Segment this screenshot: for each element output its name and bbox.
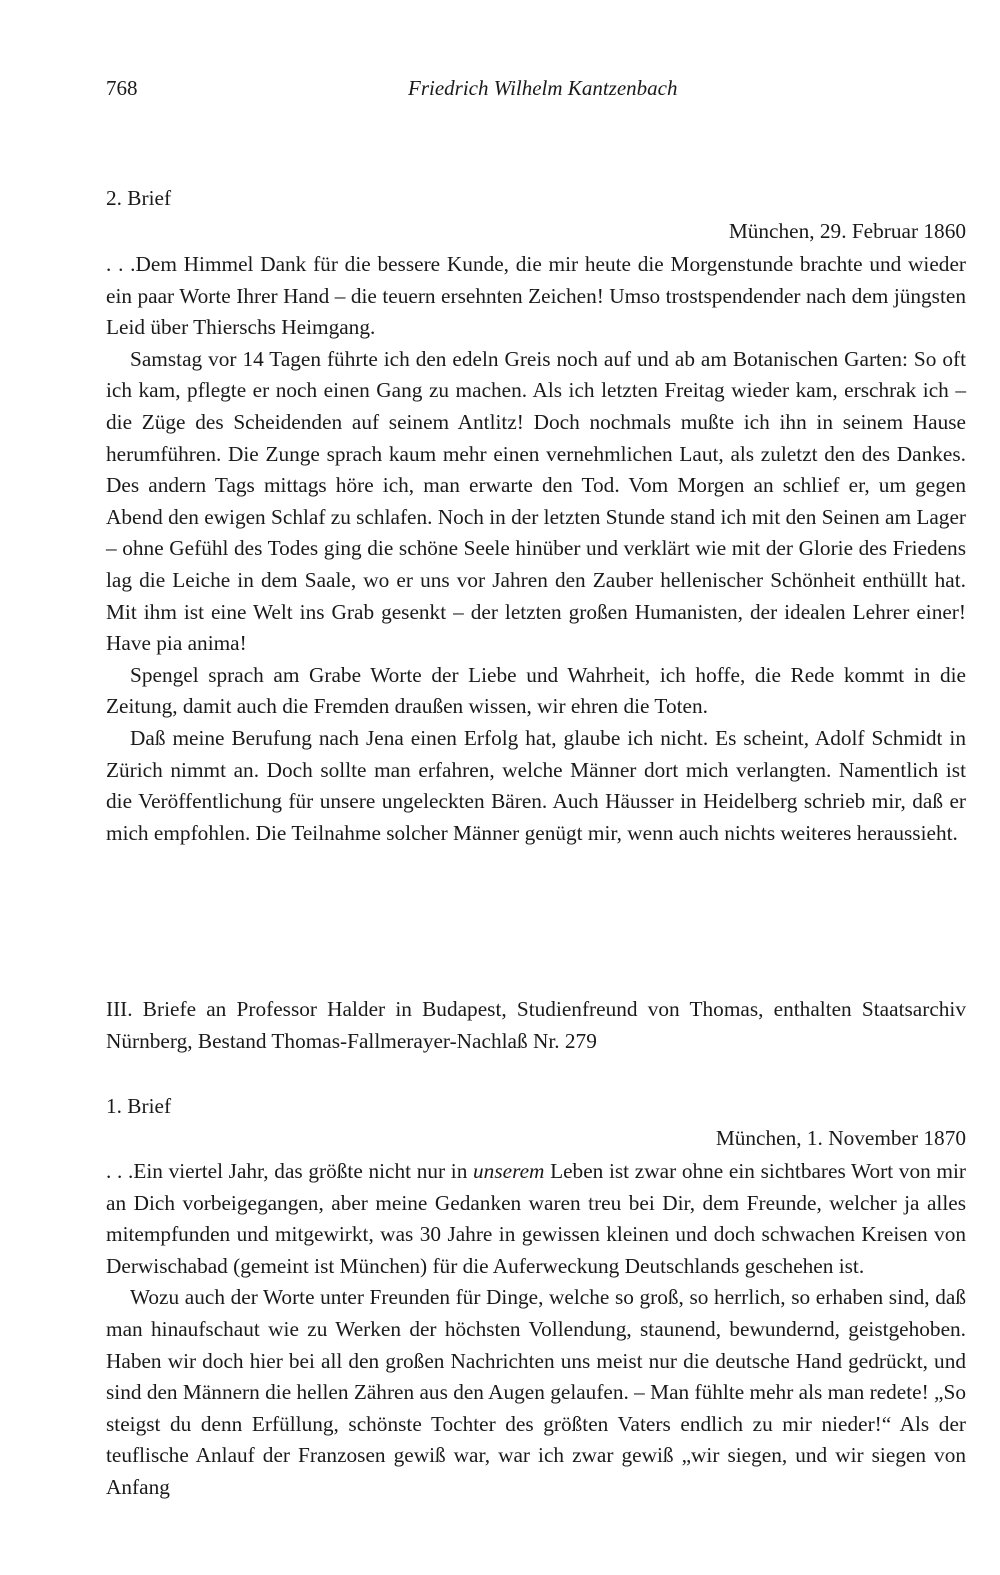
letter-2-paragraph: Samstag vor 14 Tagen führte ich den edeln Greis noch auf und ab am Botanischen Garten: So oft ich kam, pflegte er noch einen Gang zu machen. Als ich letzten Freitag wieder kam, erschrak ich – die Züge des Scheidenden auf seinem Antlitz! Doch nochmals mußte ich ihn in seinem Hause herumführen. Die Zunge sprach kaum mehr einen vernehmlichen Laut, als zuletzt den des Dankes. Des andern Tags mittags höre ich, man erwarte den Tod. Vom Morgen an schlief er, um gegen Abend den ewigen Schlaf zu schlafen. Noch in der letzten Stunde stand ich mit den Seinen am Lager – ohne Gefühl des Todes ging die schöne Seele hinüber und verklärt wie mit der Glorie des Friedens lag die Leiche in dem Saale, wo er uns vor Jahren den Zauber hellenischer Schönheit enthüllt hat. Mit ihm ist eine Welt ins Grab gesenkt – der letzten großen Humanisten, der idealen Lehrer einer! Have pia anima! — [106, 346, 966, 656]
letter-1-body — [106, 1156, 966, 1504]
letter-1-text: . . .Ein viertel Jahr, das größte nicht nur in — [106, 1159, 474, 1183]
letter-1-emphasis: unserem — [473, 1159, 545, 1183]
letter-1-paragraph: Wozu auch der Worte unter Freunden für Dinge, welche so groß, so herrlich, so erhaben sind, daß man hinaufschaut wie zu Werken der höchsten Vollendung, staunend, bewundernd, geistgehoben. Haben wir doch hier bei all den großen Nachrichten uns meist nur die deutsche Hand gedrückt, und sind den Männern die hellen Zähren aus den Augen gelaufen. – Man fühlte mehr als man redete! „So steigst du denn Erfüllung, schönste Tochter des größten Vaters endlich zu mir nieder!“ Als der teuflische Anlauf der Franzosen gewiß war, war ich zwar gewiß „wir siegen, und wir siegen von Anfang — [106, 1285, 966, 1499]
letter-1-dateline: München, 1. November 1870 — [715, 1126, 966, 1150]
page-number: 768 — [106, 76, 138, 100]
letter-1-heading: 1. Brief — [106, 1094, 172, 1118]
letter-1-paragraph — [106, 1156, 966, 1282]
letter-2-dateline: München, 29. Februar 1860 — [728, 219, 966, 243]
letter-2-heading: 2. Brief — [106, 186, 172, 210]
running-head-author: Friedrich Wilhelm Kantzenbach — [408, 76, 678, 100]
letter-2-paragraph: Spengel sprach am Grabe Worte der Liebe und Wahrheit, ich hoffe, die Rede kommt in die Zeitung, damit auch die Fremden draußen wissen, wir ehren die Toten. — [106, 662, 966, 719]
section-3-heading: III. Briefe an Professor Halder in Budapest, Studienfreund von Thomas, enthalten Staatsarchiv Nürnberg, Bestand Thomas-Fallmerayer-Nachlaß Nr. 279 — [106, 997, 966, 1053]
letter-1-text: Leben ist zwar ohne ein sichtbares Wort von mir an Dich vorbeigegangen, aber meine Gedanken waren treu bei Dir, dem Freunde, welcher ja alles mitempfunden und mitgewirkt, was 30 Jahre in gewissen kleinen und doch schwachen Kreisen von Derwischabad (gemeint ist München) für die Auferweckung Deutschlands geschehen ist. — [106, 1159, 966, 1278]
running-head — [106, 76, 960, 106]
letter-2-paragraph: . . .Dem Himmel Dank für die bessere Kunde, die mir heute die Morgenstunde brachte und wieder ein paar Worte Ihrer Hand – die teuern ersehnten Zeichen! Umso trostspendender nach dem jüngsten Leid über Thierschs Heimgang. — [106, 252, 966, 340]
letter-2-paragraph: Daß meine Berufung nach Jena einen Erfolg hat, glaube ich nicht. Es scheint, Adolf Schmidt in Zürich nimmt an. Doch sollte man erfahren, welche Männer dort mich verlangten. Namentlich ist die Veröffentlichung für unsere ungeleckten Bären. Auch Häusser in Heidelberg schrieb mir, daß er mich empfohlen. Die Teilnahme solcher Männer genügt mir, wenn auch nichts weiteres heraussieht. — [106, 725, 966, 845]
letter-2-body — [106, 249, 966, 849]
